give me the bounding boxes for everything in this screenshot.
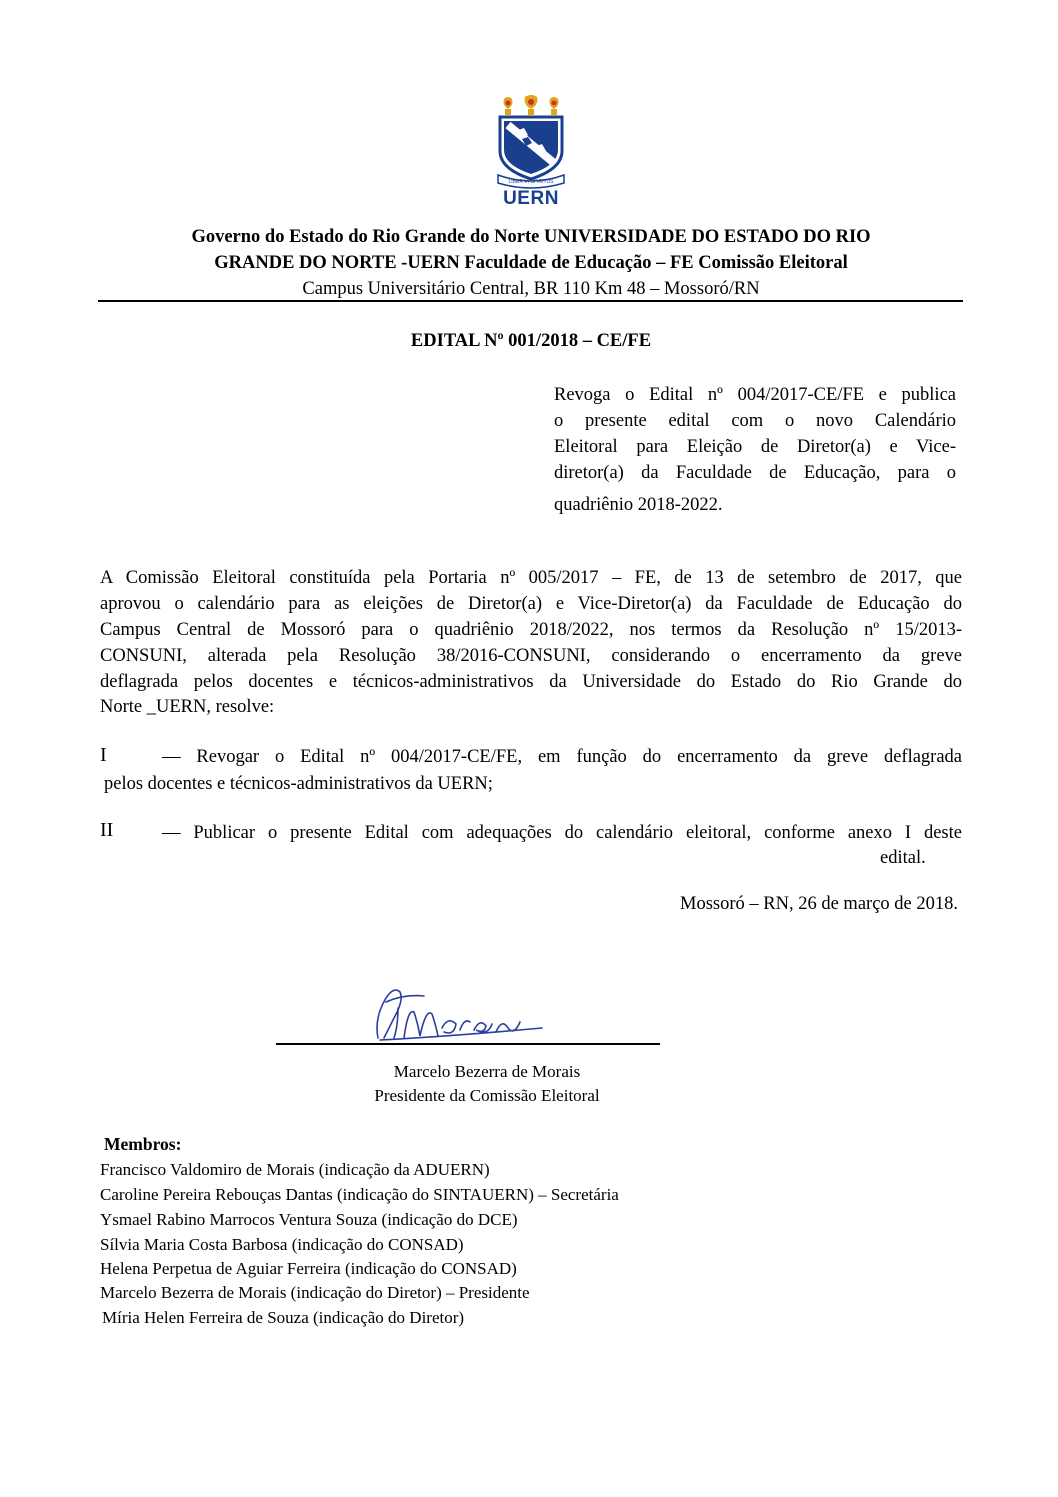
header-line-2: GRANDE DO NORTE -UERN Faculdade de Educação – FE Comissão Eleitoral bbox=[214, 253, 848, 273]
summary-line: Revoga o Edital nº 004/2017-CE/FE e publica bbox=[554, 385, 956, 405]
list-item: Sílvia Maria Costa Barbosa (indicação do CONSAD) bbox=[100, 1235, 464, 1254]
logo-motto: LIBER VI SPIRITUS bbox=[508, 179, 554, 185]
uern-logo bbox=[494, 95, 568, 213]
signer-role: Presidente da Comissão Eleitoral bbox=[374, 1086, 600, 1105]
item-line: edital. bbox=[880, 848, 926, 868]
edital-title: EDITAL Nº 001/2018 – CE/FE bbox=[410, 331, 652, 351]
handwritten-signature bbox=[364, 978, 544, 1048]
list-item: Ysmael Rabino Marrocos Ventura Souza (indicação do DCE) bbox=[100, 1210, 518, 1229]
members-heading: Membros: bbox=[104, 1134, 182, 1154]
signature-line bbox=[276, 1043, 660, 1045]
list-item: Míria Helen Ferreira de Souza (indicação do Diretor) bbox=[102, 1308, 465, 1327]
body-line: Campus Central de Mossoró para o quadriênio 2018/2022, nos termos da Resolução nº 15/2013- bbox=[100, 620, 962, 640]
logo-text: UERN bbox=[503, 188, 559, 209]
coat-of-arms-icon bbox=[494, 95, 568, 189]
list-item: Helena Perpetua de Aguiar Ferreira (indicação do CONSAD) bbox=[100, 1259, 517, 1278]
item-line: — Publicar o presente Edital com adequações do calendário eleitoral, conforme anexo I deste bbox=[162, 823, 962, 843]
body-line: aprovou o calendário para as eleições de Diretor(a) e Vice-Diretor(a) da Faculdade de Educação do bbox=[100, 594, 962, 614]
summary-line: Eleitoral para Eleição de Diretor(a) e Vice- bbox=[554, 437, 956, 457]
item-numeral: II bbox=[100, 819, 114, 841]
header-divider bbox=[98, 300, 963, 302]
header-address: Campus Universitário Central, BR 110 Km 48 – Mossoró/RN bbox=[302, 279, 760, 299]
body-line: A Comissão Eleitoral constituída pela Portaria nº 005/2017 – FE, de 13 de setembro de 2017, que bbox=[100, 568, 962, 588]
summary-line: diretor(a) da Faculdade de Educação, para o bbox=[554, 463, 956, 483]
place-date: Mossoró – RN, 26 de março de 2018. bbox=[680, 894, 958, 914]
header-line-1: Governo do Estado do Rio Grande do Norte UNIVERSIDADE DO ESTADO DO RIO bbox=[191, 227, 871, 247]
list-item: Francisco Valdomiro de Morais (indicação da ADUERN) bbox=[100, 1160, 490, 1179]
item-numeral: I bbox=[100, 744, 107, 766]
summary-line: quadriênio 2018-2022. bbox=[554, 495, 723, 515]
signer-name: Marcelo Bezerra de Morais bbox=[393, 1062, 581, 1081]
body-line: Norte _UERN, resolve: bbox=[100, 697, 275, 717]
summary-line: o presente edital com o novo Calendário bbox=[554, 411, 956, 431]
list-item: Marcelo Bezerra de Morais (indicação do Diretor) – Presidente bbox=[100, 1283, 530, 1302]
list-item: Caroline Pereira Rebouças Dantas (indicação do SINTAUERN) – Secretária bbox=[100, 1185, 619, 1204]
body-line: CONSUNI, alterada pela Resolução 38/2016-CONSUNI, considerando o encerramento da greve bbox=[100, 646, 962, 666]
item-line: — Revogar o Edital nº 004/2017-CE/FE, em função do encerramento da greve deflagrada bbox=[162, 747, 962, 767]
body-line: deflagrada pelos docentes e técnicos-administrativos da Universidade do Estado do Rio Grande do bbox=[100, 672, 962, 692]
item-line: pelos docentes e técnicos-administrativos da UERN; bbox=[104, 774, 493, 794]
